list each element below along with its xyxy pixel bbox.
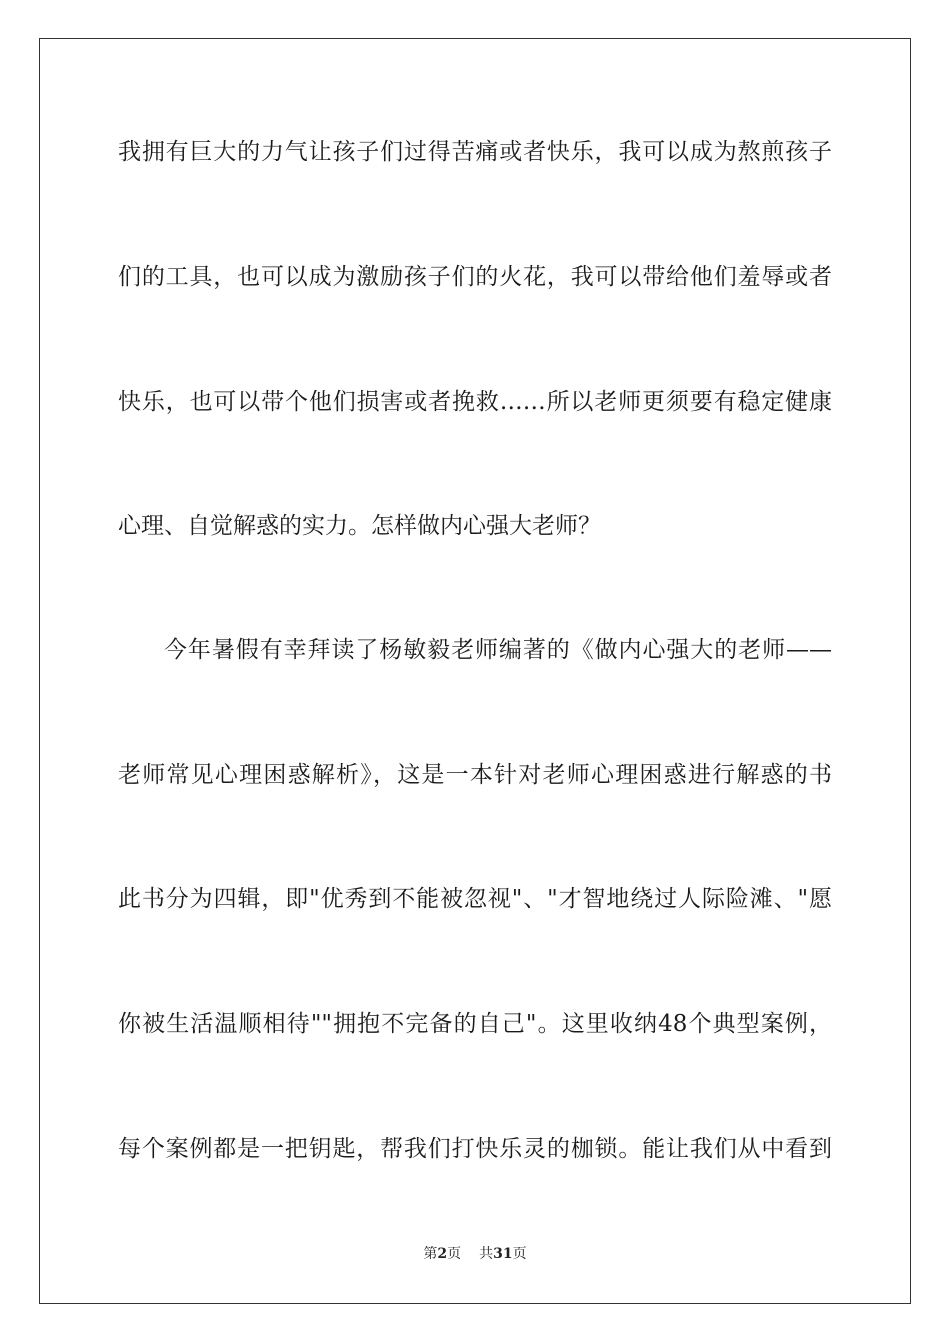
- body-text-line-3: 快乐，也可以带个他们损害或者挽救……所以老师更须要有稳定健康: [118, 389, 832, 415]
- page-prefix: 第: [423, 1246, 438, 1262]
- page-border: [39, 38, 911, 1304]
- page-suffix: 页: [447, 1246, 462, 1262]
- body-text-line-1: 我拥有巨大的力气让孩子们过得苦痛或者快乐，我可以成为熬煎孩子: [118, 139, 832, 165]
- page-number: 2: [437, 1246, 448, 1262]
- total-pages: 31: [493, 1246, 513, 1262]
- page-footer: [0, 1245, 950, 1263]
- body-text-line-2: 们的工具，也可以成为激励孩子们的火花，我可以带给他们羞辱或者: [118, 264, 832, 290]
- body-text-line-4: 心理、自觉解惑的实力。怎样做内心强大老师？: [118, 513, 601, 539]
- body-text-line-9: 每个案例都是一把钥匙，帮我们打快乐灵的枷锁。能让我们从中看到: [118, 1136, 832, 1162]
- body-text-line-5: 今年暑假有幸拜读了杨敏毅老师编著的《做内心强大的老师——: [164, 637, 832, 663]
- body-text-line-7: 此书分为四辑，即"优秀到不能被忽视"、"才智地绕过人际险滩、"愿: [118, 886, 832, 912]
- total-prefix: 共: [479, 1246, 494, 1262]
- total-suffix: 页: [512, 1246, 527, 1262]
- body-text-line-8: 你被生活温顺相待""拥抱不完备的自己"。这里收纳48个典型案例，: [118, 1011, 832, 1037]
- body-text-line-6: 老师常见心理困惑解析》，这是一本针对老师心理困惑进行解惑的书: [118, 762, 832, 788]
